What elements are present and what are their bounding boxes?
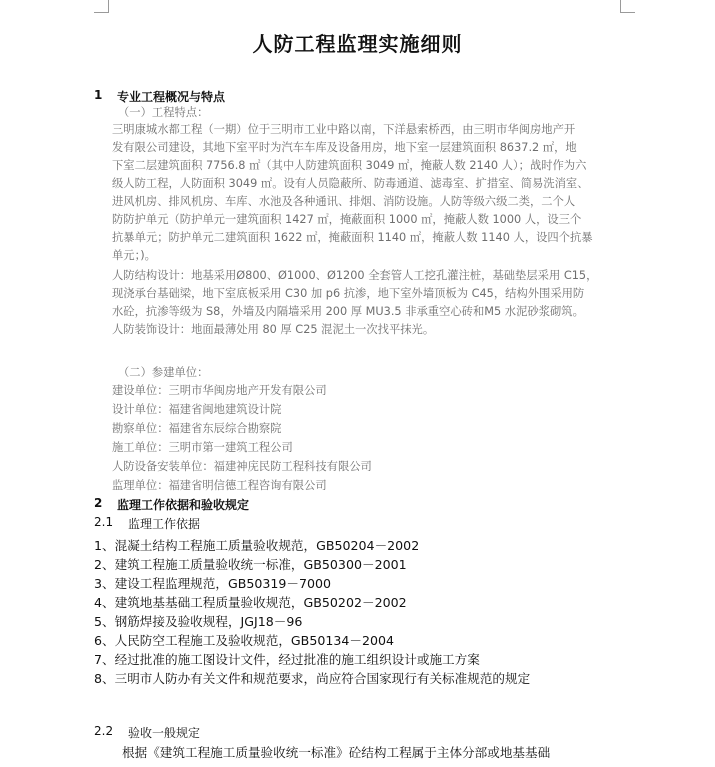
subheading: （二）参建单位： <box>118 366 209 379</box>
unit-line: 施工单位：三明市第一建筑工程公司 <box>112 441 293 454</box>
basis-item: 7、经过批准的施工图设计文件，经过批准的施工组织设计或施工方案 <box>94 652 480 667</box>
section-heading: 监理工作依据和验收规定 <box>117 498 250 512</box>
basis-item: 6、人民防空工程施工及验收规范，GB50134－2004 <box>94 633 395 648</box>
paragraph-line: 人防结构设计：地基采用Ø800、Ø1000、Ø1200 全套管人工挖孔灌注桩，基础垫层采用 C15， <box>112 269 598 282</box>
section-number: 2 <box>94 496 103 510</box>
paragraph-line: 防防护单元（防护单元一建筑面积 1427 ㎡，掩蔽面积 1000 ㎡，掩蔽人数 1000 人，设三个 <box>112 213 582 226</box>
margin-corner-mark <box>94 0 109 13</box>
paragraph-line: 级人防工程，人防面积 3049 ㎡。设有人员隐蔽所、防毒通道、滤毒室、扩措室、简易洗消室、 <box>112 177 589 190</box>
paragraph-line: 下室二层建筑面积 7756.8 ㎡（其中人防建筑面积 3049 ㎡，掩蔽人数 2140 人）；战时作为六 <box>112 159 587 172</box>
unit-line: 人防设备安装单位：福建神庑民防工程科技有限公司 <box>112 460 372 473</box>
subsection-number: 2.2 <box>94 724 114 738</box>
paragraph-line: 水砼，抗渗等级为 S8，外墙及内隔墙采用 200 厚 MU3.5 非承重空心砖和M5 水泥砂浆砌筑。 <box>112 305 584 318</box>
paragraph-line: 进风机房、排风机房、车库、水池及各种通讯、排烟、消防设施。人防等级六级二类，二个人 <box>112 195 576 208</box>
paragraph-line: 发有限公司建设，其地下室平时为汽车车库及设备用房，地下室一层建筑面积 8637.2 ㎡，地 <box>112 141 577 154</box>
paragraph-line: 抗暴单元；防护单元二建筑面积 1622 ㎡，掩蔽面积 1140 ㎡，掩蔽人数 1140 人，设四个抗暴 <box>112 231 593 244</box>
basis-item: 8、三明市人防办有关文件和规范要求，尚应符合国家现行有关标准规范的规定 <box>94 671 531 686</box>
basis-item: 4、建筑地基基础工程质量验收规范，GB50202－2002 <box>94 595 407 610</box>
basis-item: 3、建设工程监理规范，GB50319－7000 <box>94 576 332 591</box>
basis-item: 2、建筑工程施工质量验收统一标准，GB50300－2001 <box>94 557 407 572</box>
subheading: （一）工程特点： <box>118 106 209 119</box>
subsection-heading: 验收一般规定 <box>128 726 201 740</box>
paragraph-line: 单元；)。 <box>112 249 156 262</box>
subsection-number: 2.1 <box>94 515 114 529</box>
basis-item: 1、混凝土结构工程施工质量验收规范，GB50204－2002 <box>94 538 420 553</box>
basis-item: 5、钢筋焊接及验收规程，JGJ18－96 <box>94 614 303 629</box>
paragraph-line: 现浇承台基础梁，地下室底板采用 C30 加 p6 抗渗，地下室外墙顶板为 C45，结构外围采用防 <box>112 287 585 300</box>
subsection-heading: 监理工作依据 <box>128 517 201 531</box>
paragraph-line: 三明康城水都工程（一期）位于三明市工业中路以南，下洋悬索桥西，由三明市华闽房地产开 <box>112 123 576 136</box>
paragraph-line: 根据《建筑工程施工质量验收统一标准》砼结构工程属于主体分部或地基基础 <box>122 745 551 760</box>
page-title: 人防工程监理实施细则 <box>252 32 463 56</box>
section-heading: 专业工程概况与特点 <box>117 90 226 104</box>
margin-corner-mark <box>620 0 635 13</box>
unit-line: 监理单位：福建省明信德工程咨询有限公司 <box>112 479 327 492</box>
unit-line: 勘察单位：福建省东辰综合勘察院 <box>112 422 282 435</box>
unit-line: 建设单位：三明市华闽房地产开发有限公司 <box>112 384 327 397</box>
section-number: 1 <box>94 88 103 102</box>
unit-line: 设计单位：福建省闽地建筑设计院 <box>112 403 282 416</box>
paragraph-line: 人防装饰设计：地面最薄处用 80 厚 C25 混泥土一次找平抹光。 <box>112 323 435 336</box>
